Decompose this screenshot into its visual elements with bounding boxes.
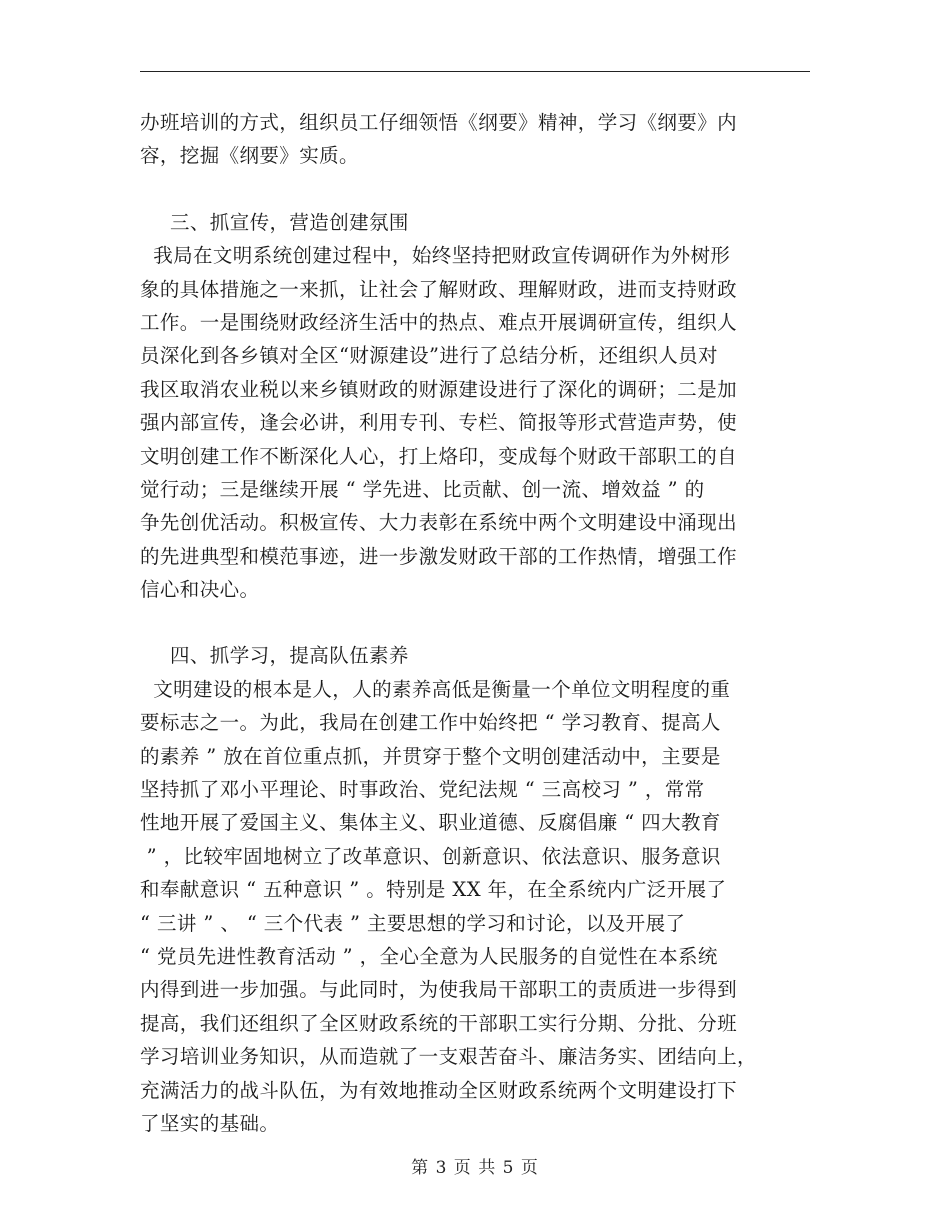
text-line: “ 党员先进性教育活动 ” ，全心全意为人民服务的自觉性在本系统	[140, 945, 718, 969]
text-line: ” ，比较牢固地树立了改革意识、创新意识、依法意识、服务意识	[140, 844, 721, 868]
header-rule	[140, 71, 810, 72]
text-line: 性地开展了爱国主义、集体主义、职业道德、反腐倡廉 “ 四大教育	[140, 811, 721, 835]
text-line: 和奉献意识 “ 五种意识 ” 。特别是 XX 年，在全系统内广泛开展了	[140, 878, 727, 902]
page-number-footer: 第 3 页 共 5 页	[411, 1158, 539, 1178]
paragraph-study	[140, 673, 810, 1140]
text-line: 强内部宣传，逢会必讲，利用专刊、专栏、简报等形式营造声势，使	[140, 411, 738, 435]
text-line: 了坚实的基础。	[140, 1111, 280, 1135]
section-heading-study: 四、抓学习，提高队伍素养	[170, 644, 409, 668]
text-line: 象的具体措施之一来抓，让社会了解财政、理解财政，进而支持财政	[140, 277, 738, 301]
text-line: 内得到进一步加强。与此同时，为使我局干部职工的责质进一步得到	[140, 978, 738, 1002]
text-line: 文明建设的根本是人，人的素养高低是衡量一个单位文明程度的重	[140, 677, 731, 701]
section-gap	[140, 606, 810, 639]
paragraph-continued	[140, 106, 810, 173]
text-line: 提高，我们还组织了全区财政系统的干部职工实行分期、分批、分班	[140, 1011, 738, 1035]
text-line: “ 三讲 ” 、 “ 三个代表 ” 主要思想的学习和讨论，以及开展了	[140, 911, 686, 935]
text-line: 的先进典型和模范事迹，进一步激发财政干部的工作热情，增强工作	[140, 544, 738, 568]
text-line: 容，挖掘《纲要》实质。	[140, 144, 359, 168]
section-heading-publicity: 三、抓宣传，营造创建氛围	[170, 210, 409, 234]
section-gap	[140, 173, 810, 206]
paragraph-publicity	[140, 239, 810, 606]
text-line: 学习培训业务知识，从而造就了一支艰苦奋斗、廉洁务实、团结向上，	[140, 1045, 757, 1069]
text-line: 争先创优活动。积极宣传、大力表彰在系统中两个文明建设中涌现出	[140, 511, 738, 535]
text-line: 办班培训的方式，组织员工仔细领悟《纲要》精神，学习《纲要》内	[140, 111, 738, 134]
text-line: 充满活力的战斗队伍，为有效地推动全区财政系统两个文明建设打下	[140, 1078, 738, 1102]
text-line: 工作。一是围绕财政经济生活中的热点、难点开展调研宣传，组织人	[140, 310, 738, 334]
text-line: 觉行动；三是继续开展 “ 学先进、比贡献、创一流、增效益 ” 的	[140, 477, 705, 501]
text-line: 员深化到各乡镇对全区“财源建设”进行了总结分析，还组织人员对	[140, 344, 718, 368]
document-body	[140, 106, 810, 1140]
text-line: 文明创建工作不断深化人心，打上烙印，变成每个财政干部职工的自	[140, 444, 738, 468]
text-line: 我区取消农业税以来乡镇财政的财源建设进行了深化的调研；二是加	[140, 377, 738, 401]
text-line: 坚持抓了邓小平理论、时事政治、党纪法规 “ 三高校习 ” ，常常	[140, 778, 705, 802]
text-line: 的素养 ” 放在首位重点抓，并贯穿于整个文明创建活动中，主要是	[140, 744, 721, 768]
text-line: 要标志之一。为此，我局在创建工作中始终把 “ 学习教育、提高人	[140, 711, 721, 735]
text-line: 信心和决心。	[140, 578, 260, 602]
text-line: 我局在文明系统创建过程中，始终坚持把财政宣传调研作为外树形	[140, 244, 731, 268]
